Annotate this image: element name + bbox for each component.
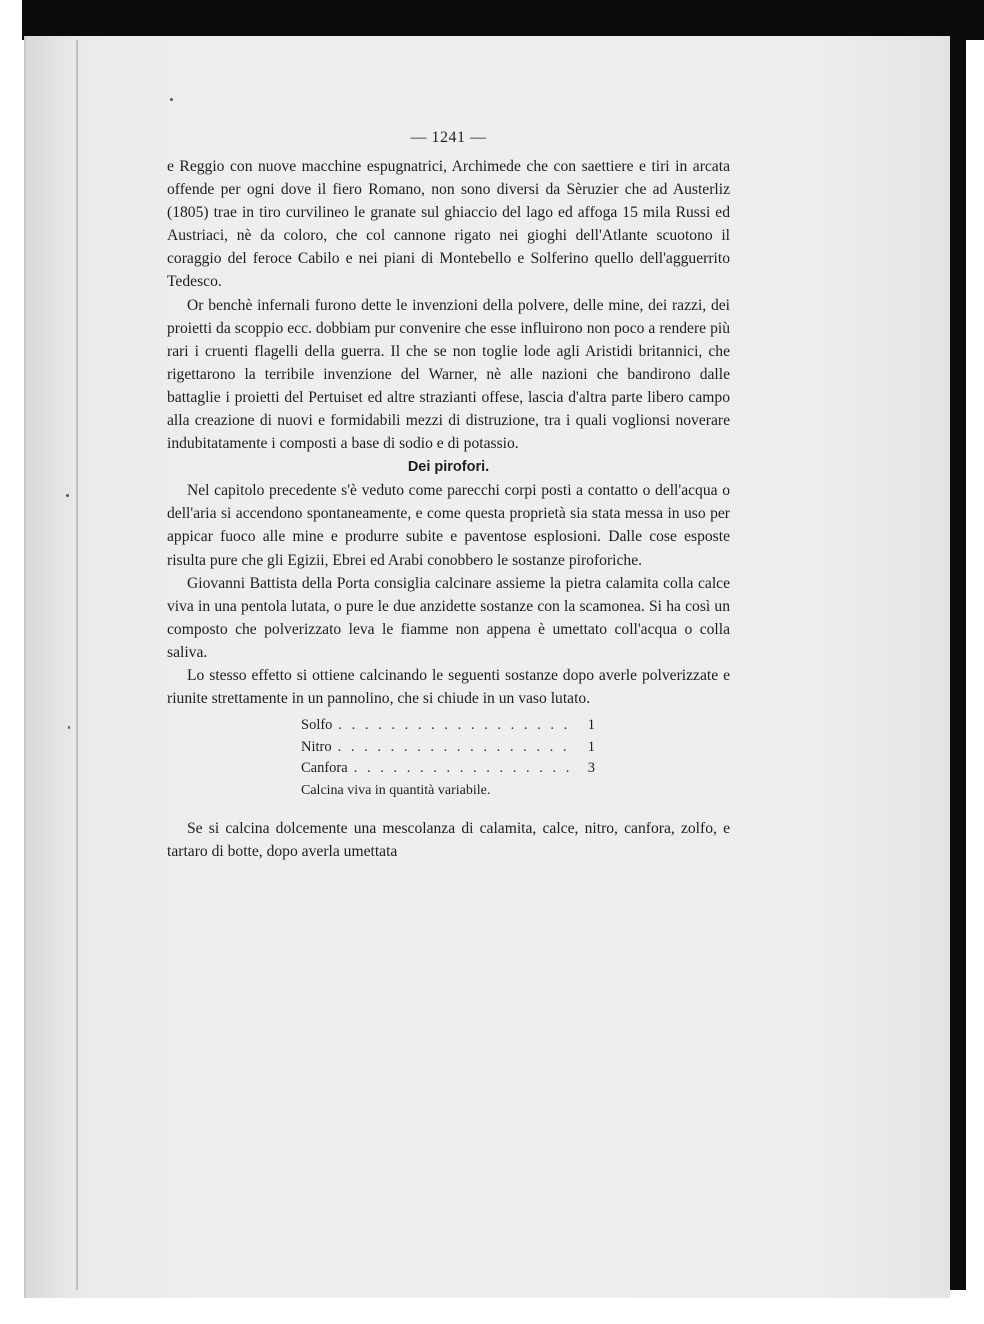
scan-speck xyxy=(66,494,69,497)
page-text xyxy=(167,125,730,863)
scan-speck xyxy=(170,98,173,101)
paragraph: Giovanni Battista della Porta consiglia calcinare assieme la pietra calamita colla calce viva in una pentola lutata, o pure le due anzidette sostanze con la scamonea. Si ha così un composto che polverizzato leva le fiamme non appena è umettato coll'acqua o colla saliva. xyxy=(167,574,730,661)
leader-dots xyxy=(338,737,577,759)
recipe-item xyxy=(301,737,595,759)
scan-border-right xyxy=(948,30,966,1290)
recipe-item-name: Nitro xyxy=(301,738,332,755)
recipe-item-qty: 1 xyxy=(587,717,595,734)
recipe-item xyxy=(301,715,595,737)
paragraph: Nel capitolo precedente s'è veduto come parecchi corpi posti a contatto o dell'acqua o dell'aria si accendono spontaneamente, e come questa proprietà sia stata messa in uso per appicar fuoco alle mine e produrre subite e paventose esplosioni. Dalle cose esposte risulta pure che gli Egizii, Ebrei ed Arabi conobbero le sostanze piroforiche. xyxy=(167,482,730,569)
recipe-note: Calcina viva in quantità variabile. xyxy=(301,782,491,798)
paragraph: Se si calcina dolcemente una mescolanza di calamita, calce, nitro, canfora, zolfo, e tartaro di botte, dopo averla umettata xyxy=(167,820,730,861)
section-heading: Dei pirofori. xyxy=(407,459,490,476)
leader-dots xyxy=(338,715,577,737)
recipe-list xyxy=(301,715,595,801)
recipe-item-name: Solfo xyxy=(301,717,333,734)
page-gutter xyxy=(76,40,78,1290)
paragraph: Lo stesso effetto si ottiene calcinando le seguenti sostanze dopo averle polverizzate e riunite strettamente in un pannolino, che si chiude in un vaso lutato. xyxy=(167,666,730,708)
scan-border-top xyxy=(22,0,984,40)
leader-dots xyxy=(354,758,577,780)
paragraph: e Reggio con nuove macchine espugnatrici, Archimede che con saettiere e tiri in arcata offende per ogni dove il fiero Romano, non sono diversi da Sèruzier che ad Austerliz (1805) trae in tiro curvilineo le granate sul ghiaccio del lago ed affoga 15 mila Russi ed Austriaci, nè da coloro, che col cannone rigato nei gioghi dell'Atlante scuotono il coraggio del feroce Cabilo e nei piani di Montebello e Solferino quello dell'agguerrito Tedesco. xyxy=(167,158,730,291)
recipe-item xyxy=(301,758,595,780)
paragraph: Or benchè infernali furono dette le invenzioni della polvere, delle mine, dei razzi, dei proietti da scoppio ecc. dobbiam pur convenire che esse influirono non poco a rendere più rari i cruenti flagelli della guerra. Il che se non toglie lode agli Aristidi britannici, che rigettarono la terribile invenzione del Warner, nè alle nazioni che bandirono dalle battaglie i proietti del Pertuiset ed altre strazianti offese, lascia d'altra parte libero campo alla creazione di nuovi e formidabili mezzi di distruzione, tra i quali voglionsi noverare indubitatamente i composti a base di sodio e di potassio. xyxy=(167,296,730,453)
recipe-item-name: Canfora xyxy=(301,760,348,777)
scan-speck xyxy=(68,726,70,729)
page-number: — 1241 — xyxy=(410,129,487,146)
recipe-item-qty: 3 xyxy=(587,760,595,777)
recipe-item-qty: 1 xyxy=(587,738,595,755)
